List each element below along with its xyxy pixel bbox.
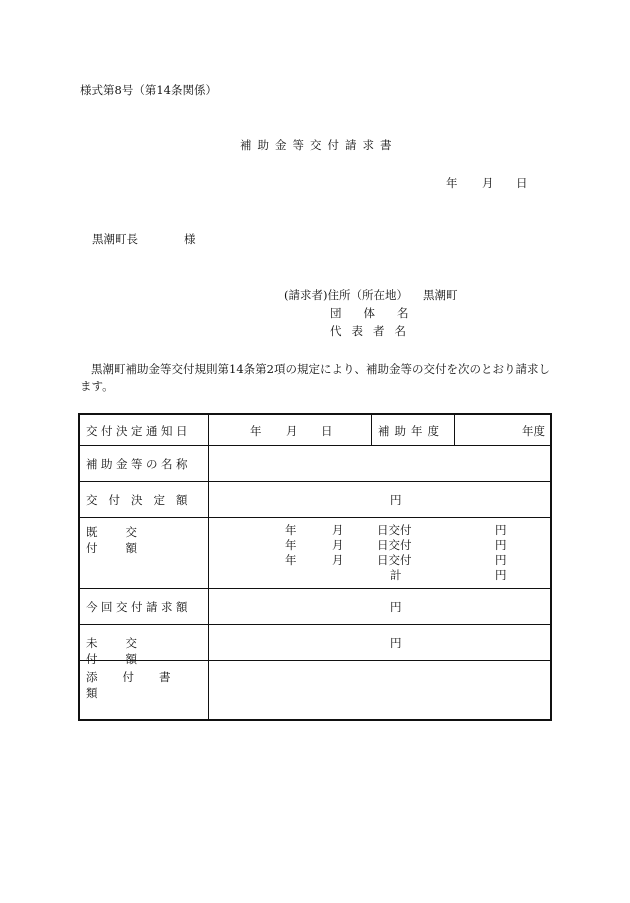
fiscal-year-value[interactable]: 年度: [522, 424, 545, 438]
org-label-text: 団体名: [330, 306, 431, 320]
divider: [208, 661, 209, 719]
label-fiscal-year-text: 補助年度: [378, 424, 444, 438]
prev-1-day[interactable]: 日交付: [377, 523, 412, 537]
decided-amount-value[interactable]: 円: [390, 493, 402, 507]
divider: [208, 518, 209, 588]
prev-1-month[interactable]: 月: [332, 523, 344, 537]
label-subsidy-name-text: 補助金等の名称: [86, 457, 191, 471]
row-prev-paid: [80, 518, 550, 589]
divider: [454, 415, 455, 445]
divider: [208, 446, 209, 481]
prev-2-year[interactable]: 年: [285, 538, 297, 552]
requester-org-label: [330, 305, 431, 321]
row-current-request: [80, 589, 550, 625]
label-unpaid-text: 未交付額: [86, 636, 165, 666]
prev-2-amount[interactable]: 円: [495, 538, 507, 552]
prev-total-amount[interactable]: 円: [495, 568, 507, 582]
prev-2-month[interactable]: 月: [332, 538, 344, 552]
unpaid-value[interactable]: 円: [390, 636, 402, 650]
label-decision-date-text: 交付決定通知日: [86, 424, 191, 438]
divider: [208, 589, 209, 624]
request-table: [78, 413, 552, 721]
label-fiscal-year: [378, 423, 444, 439]
row-attachments: [80, 661, 550, 719]
row-unpaid: [80, 625, 550, 666]
date-day: 日: [516, 176, 528, 190]
decision-date-year[interactable]: 年: [250, 424, 262, 438]
document-title-text: 補助金等交付請求書: [240, 138, 398, 152]
form-number: 様式第8号（第14条関係）: [80, 83, 217, 97]
prev-2-day[interactable]: 日交付: [377, 538, 412, 552]
prev-3-year[interactable]: 年: [285, 553, 297, 567]
body-text-line2: ます。: [80, 379, 114, 393]
label-decided-amount-text: 交付決定額: [86, 493, 199, 507]
date-year: 年: [446, 176, 458, 190]
document-title: [240, 137, 398, 153]
label-prev-paid: [86, 524, 203, 556]
row-subsidy-name: [80, 446, 550, 482]
divider: [208, 625, 209, 660]
row-decided-amount: [80, 482, 550, 518]
current-request-value[interactable]: 円: [390, 600, 402, 614]
divider: [371, 415, 372, 445]
label-decision-date: [86, 423, 203, 439]
body-text-line1: 黒潮町補助金等交付規則第14条第2項の規定により、補助金等の交付を次のとおり請求し: [91, 362, 550, 376]
divider: [208, 415, 209, 445]
label-prev-paid-text: 既交付額: [86, 525, 165, 555]
prev-3-month[interactable]: 月: [332, 553, 344, 567]
prev-3-day[interactable]: 日交付: [377, 553, 412, 567]
requester-address-label: (請求者)住所（所在地）: [284, 288, 408, 302]
prev-3-amount[interactable]: 円: [495, 553, 507, 567]
label-attachments-text: 添付書類: [86, 670, 196, 700]
requester-rep-label: [330, 323, 416, 339]
addressee-name: 黒潮町長: [92, 232, 138, 246]
rep-label-text: 代表者名: [330, 324, 416, 338]
label-current-request: [86, 599, 203, 615]
label-current-request-text: 今回交付請求額: [86, 600, 191, 614]
divider: [208, 482, 209, 517]
date-month: 月: [482, 176, 494, 190]
label-decided-amount: [86, 492, 203, 508]
row-decision-date: [80, 415, 550, 446]
prev-total-label: 計: [390, 568, 402, 582]
decision-date-day[interactable]: 日: [321, 424, 333, 438]
addressee-honorific: 様: [184, 232, 196, 246]
label-subsidy-name: [86, 456, 203, 472]
label-attachments: [86, 669, 203, 701]
prev-1-amount[interactable]: 円: [495, 523, 507, 537]
requester-address-value: 黒潮町: [423, 288, 458, 302]
prev-1-year[interactable]: 年: [285, 523, 297, 537]
decision-date-month[interactable]: 月: [286, 424, 298, 438]
